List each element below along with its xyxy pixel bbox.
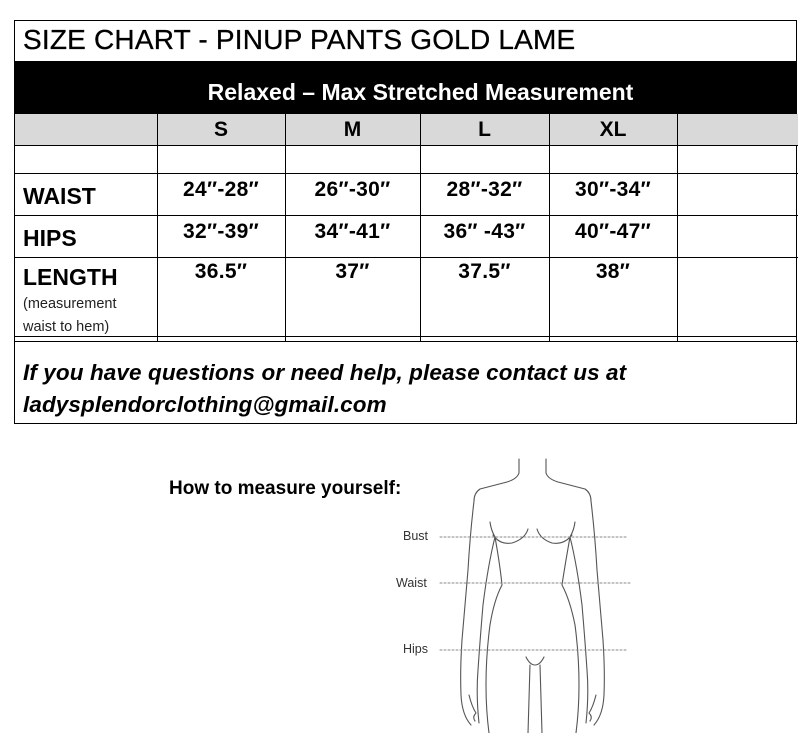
hips-l: 36″ -43″	[420, 216, 549, 258]
table-row-length	[15, 258, 798, 342]
header-cell-m: M	[285, 114, 420, 146]
empty-cell	[420, 146, 549, 174]
row-label-length	[15, 258, 157, 342]
hips-s: 32″-39″	[157, 216, 285, 258]
body-measurement-figure	[380, 455, 660, 733]
empty-cell	[549, 146, 677, 174]
label-bust: Bust	[403, 529, 429, 543]
empty-cell	[157, 146, 285, 174]
waist-l: 28″-32″	[420, 174, 549, 216]
contact-line: If you have questions or need help, please contact us at	[23, 360, 627, 385]
length-xl: 38″	[549, 258, 677, 342]
size-grid	[15, 114, 798, 342]
header-cell-blank	[15, 114, 157, 146]
empty-cell	[15, 146, 157, 174]
row-label-hips: HIPS	[15, 216, 157, 258]
waist-m: 26″-30″	[285, 174, 420, 216]
length-label: LENGTH	[23, 264, 118, 290]
band-heading: Relaxed – Max Stretched Measurement	[207, 79, 634, 105]
header-cell-l: L	[420, 114, 549, 146]
hips-m: 34″-41″	[285, 216, 420, 258]
empty-cell	[285, 146, 420, 174]
empty-row	[15, 146, 798, 174]
measure-guide-title: How to measure yourself:	[169, 478, 402, 499]
title-row	[15, 21, 796, 61]
size-chart-table	[14, 20, 797, 424]
length-extra	[677, 258, 798, 342]
header-cell-extra	[677, 114, 798, 146]
size-header-row	[15, 114, 798, 146]
length-s: 36.5″	[157, 258, 285, 342]
contact-section	[15, 336, 796, 425]
header-cell-s: S	[157, 114, 285, 146]
table-row-waist	[15, 174, 798, 216]
waist-xl: 30″-34″	[549, 174, 677, 216]
label-waist: Waist	[396, 576, 427, 590]
waist-s: 24″-28″	[157, 174, 285, 216]
hips-extra	[677, 216, 798, 258]
table-row-hips	[15, 216, 798, 258]
length-note-line1: (measurement	[23, 296, 117, 312]
hips-xl: 40″-47″	[549, 216, 677, 258]
length-note-line2: waist to hem)	[23, 319, 110, 335]
page-title: SIZE CHART - PINUP PANTS GOLD LAME	[23, 24, 576, 55]
length-l: 37.5″	[420, 258, 549, 342]
header-cell-xl: XL	[549, 114, 677, 146]
label-hips: Hips	[403, 642, 429, 656]
row-label-waist: WAIST	[15, 174, 157, 216]
length-note	[23, 293, 157, 339]
waist-extra	[677, 174, 798, 216]
contact-text	[23, 357, 626, 421]
contact-email[interactable]: ladysplendorclothing@gmail.com	[23, 392, 387, 417]
measurement-type-band	[15, 61, 796, 114]
body-outline-icon	[380, 455, 660, 733]
empty-cell	[677, 146, 798, 174]
length-m: 37″	[285, 258, 420, 342]
